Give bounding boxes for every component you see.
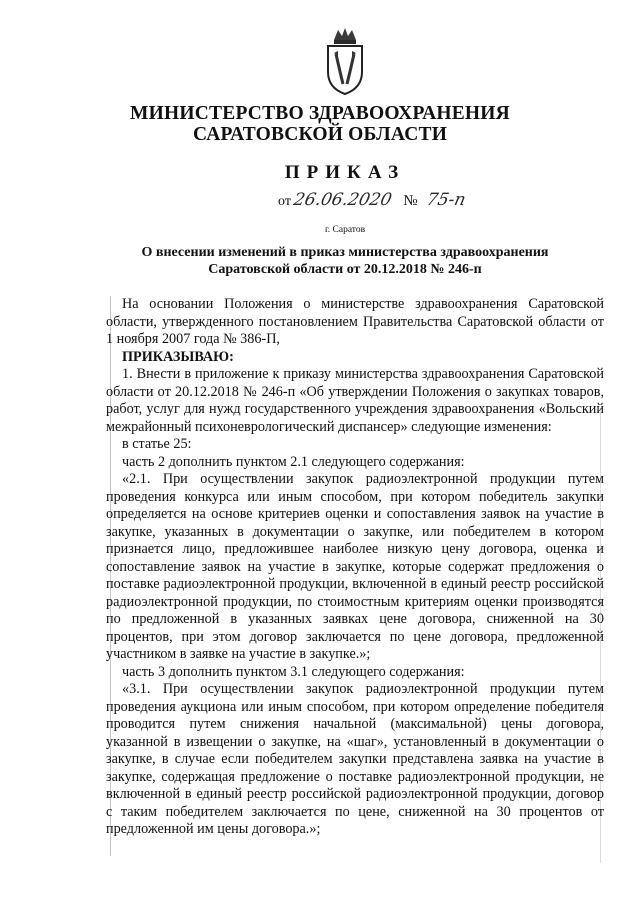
- subject-line-1: О внесении изменений в приказ министерства здравоохранения: [141, 245, 549, 260]
- document-subject: [100, 244, 590, 278]
- ministry-line-2: САРАТОВСКОЙ ОБЛАСТИ: [192, 124, 448, 145]
- order-heading: ПРИКАЗЫВАЮ:: [122, 348, 234, 365]
- clause-2-1-paragraph: «2.1. При осуществлении закупок радиоэлектронной продукции путем проведения конкурса или иным способом, при котором победитель закупки определяется на основе критериев оценки и сопоставления заявок на участие в закупке, указанных в документации о закупке, или победителем в котором признается лицо, предложившее наиболее низкую цену договора, оценка и сопоставление заявок на участие в закупке, которые содержат предложения о поставке радиоэлектронной продукции, включенной в единый реестр российской радиоэлектронной продукции, по стоимостным критериям оценки производятся по предложенной в указанных заявках цене договора, сниженной на 30 процентов, при этом договор заключается по цене договора, предложенной участником в заявке на участие в закупке.»;: [106, 471, 604, 662]
- coat-of-arms-icon: [322, 26, 368, 98]
- ministry-line-1: МИНИСТЕРСТВО ЗДРАВООХРАНЕНИЯ: [130, 103, 510, 124]
- subject-line-2: Саратовской области от 20.12.2018 № 246-п: [208, 262, 482, 277]
- item-1-paragraph: 1. Внести в приложение к приказу министерства здравоохранения Саратовской области от 20.12.2018 № 246-п «Об утверждении Положения о закупках товаров, работ, услуг для нужд государственного учреждения здравоохранения «Вольский межрайонный психоневрологический диспансер» следующие изменения:: [106, 366, 604, 435]
- handwritten-date: 26.06.2020: [292, 190, 394, 210]
- ministry-name: [0, 103, 640, 145]
- part-3-paragraph: часть 3 дополнить пунктом 3.1 следующего содержания:: [122, 663, 465, 680]
- part-2-paragraph: часть 2 дополнить пунктом 2.1 следующего содержания:: [122, 453, 465, 470]
- article-25-label: в статье 25:: [122, 436, 192, 452]
- city-label: г. Саратов: [324, 225, 366, 235]
- date-number-line: [278, 190, 468, 220]
- handwritten-number: 75-п: [424, 190, 468, 210]
- basis-paragraph: На основании Положения о министерстве здравоохранения Саратовской области, утвержденного постановлением Правительства Саратовской области от 1 ноября 2007 года № 386-П,: [106, 296, 604, 347]
- clause-3-1-paragraph: «3.1. При осуществлении закупок радиоэлектронной продукции путем проведения аукциона или иным способом, при котором определение победителя проводится путем снижения начальной (максимальной) цены договора, указанной в извещении о закупке, на «шаг», установленный в документации о закупке, в случае если победителем закупки представлена заявка на участие в закупке, содержащая предложение о поставке радиоэлектронной продукции, не включенной в единый реестр российской радиоэлектронной продукции, договор с таким победителем заключается по цене, сниженной на 30 процентов от предложенной им цены договора.»;: [106, 681, 604, 837]
- document-type: ПРИКАЗ: [284, 162, 406, 183]
- date-prefix: от: [278, 194, 291, 209]
- number-sign: №: [403, 193, 418, 209]
- document-body: [106, 296, 604, 839]
